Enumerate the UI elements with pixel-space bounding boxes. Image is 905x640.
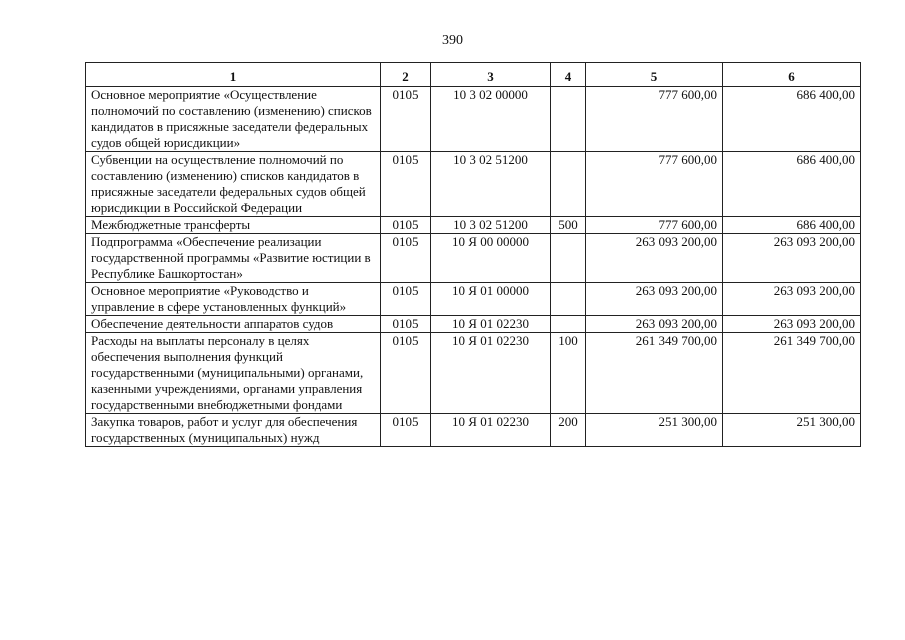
table-row [86,283,861,316]
row-expense-type: 500 [551,217,586,234]
row-section: 0105 [381,333,431,414]
row-name: Расходы на выплаты персоналу в целях обеспечения выполнения функций государственными (муниципальными) органами, казенными учреждениями, органами управления государственными внебюджетными фондами [86,333,381,414]
row-section: 0105 [381,217,431,234]
row-amount-2: 263 093 200,00 [723,316,861,333]
row-expense-type [551,283,586,316]
row-amount-1: 251 300,00 [586,414,723,447]
row-expense-type: 100 [551,333,586,414]
table-row [86,234,861,283]
header-col-6: 6 [723,63,861,87]
row-expense-type [551,316,586,333]
row-amount-1: 263 093 200,00 [586,316,723,333]
row-name: Субвенции на осуществление полномочий по составлению (изменению) списков кандидатов в присяжные заседатели федеральных судов общей юрисдикции в Российской Федерации [86,152,381,217]
row-expense-type [551,234,586,283]
row-name: Основное мероприятие «Осуществление полномочий по составлению (изменению) списков кандидатов в присяжные заседатели федеральных судов общей юрисдикции» [86,87,381,152]
row-section: 0105 [381,87,431,152]
row-section: 0105 [381,414,431,447]
row-amount-1: 261 349 700,00 [586,333,723,414]
row-amount-1: 263 093 200,00 [586,283,723,316]
row-target-article: 10 Я 00 00000 [431,234,551,283]
row-amount-2: 263 093 200,00 [723,283,861,316]
row-amount-1: 777 600,00 [586,152,723,217]
row-section: 0105 [381,234,431,283]
row-target-article: 10 3 02 00000 [431,87,551,152]
row-target-article: 10 Я 01 02230 [431,333,551,414]
row-expense-type [551,87,586,152]
row-expense-type: 200 [551,414,586,447]
row-target-article: 10 Я 01 00000 [431,283,551,316]
row-name: Подпрограмма «Обеспечение реализации государственной программы «Развитие юстиции в Республике Башкортостан» [86,234,381,283]
row-amount-2: 686 400,00 [723,87,861,152]
table-header-row [86,63,861,87]
row-section: 0105 [381,152,431,217]
row-target-article: 10 Я 01 02230 [431,414,551,447]
row-name: Обеспечение деятельности аппаратов судов [86,316,381,333]
table-row [86,316,861,333]
row-amount-2: 686 400,00 [723,152,861,217]
row-section: 0105 [381,283,431,316]
header-col-4: 4 [551,63,586,87]
table-row [86,333,861,414]
table-row [86,414,861,447]
row-name: Закупка товаров, работ и услуг для обеспечения государственных (муниципальных) нужд [86,414,381,447]
table-row [86,217,861,234]
row-expense-type [551,152,586,217]
table-row [86,87,861,152]
row-amount-2: 686 400,00 [723,217,861,234]
row-target-article: 10 3 02 51200 [431,152,551,217]
budget-table [85,62,861,447]
row-target-article: 10 Я 01 02230 [431,316,551,333]
row-amount-1: 777 600,00 [586,217,723,234]
row-name: Основное мероприятие «Руководство и управление в сфере установленных функций» [86,283,381,316]
row-amount-1: 777 600,00 [586,87,723,152]
row-target-article: 10 3 02 51200 [431,217,551,234]
page-number: 390 [442,33,463,48]
header-col-1: 1 [86,63,381,87]
row-amount-2: 251 300,00 [723,414,861,447]
header-col-3: 3 [431,63,551,87]
row-name: Межбюджетные трансферты [86,217,381,234]
table-row [86,152,861,217]
row-amount-1: 263 093 200,00 [586,234,723,283]
row-amount-2: 261 349 700,00 [723,333,861,414]
row-section: 0105 [381,316,431,333]
header-col-5: 5 [586,63,723,87]
row-amount-2: 263 093 200,00 [723,234,861,283]
header-col-2: 2 [381,63,431,87]
